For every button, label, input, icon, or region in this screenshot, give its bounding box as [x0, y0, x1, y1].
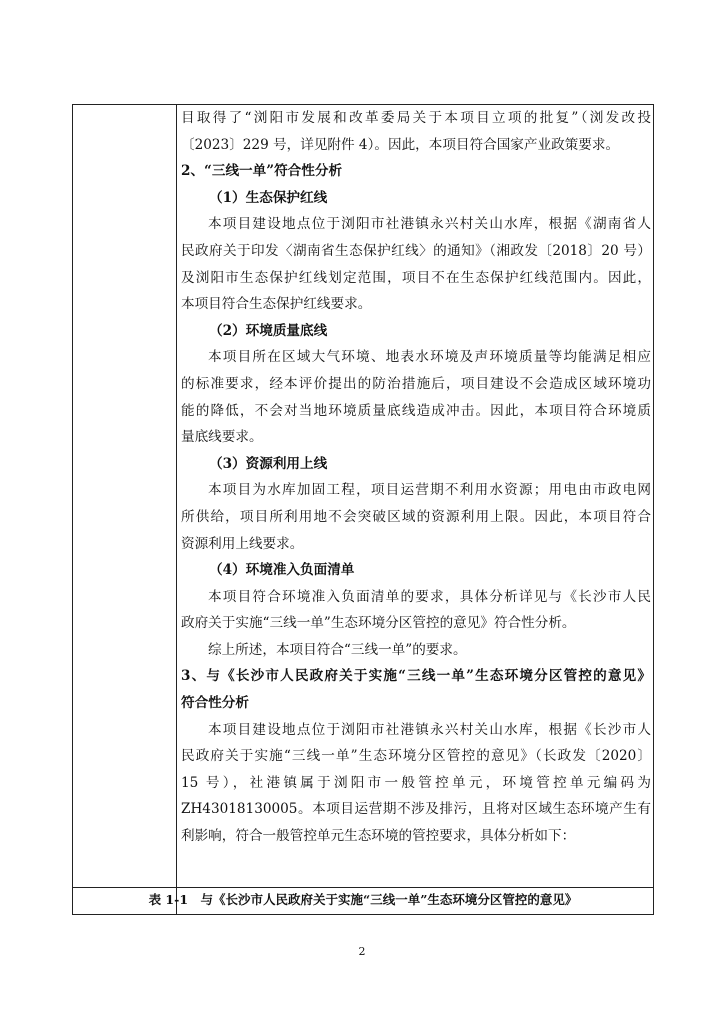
paragraph-line: 能的降低，不会对当地环境质量底线造成冲击。因此，本项目符合环境质 [181, 402, 651, 419]
paragraph-line: 本项目为水库加固工程，项目运营期不利用水资源；用电由市政电网 [208, 482, 651, 499]
table-left-column [73, 105, 177, 914]
paragraph-line: 所供给，项目所利用地不会突破区域的资源利用上限。因此，本项目符合 [181, 508, 651, 525]
text-line: 目取得了“浏阳市发展和改革委局关于本项目立项的批复”（浏发改投 [181, 110, 651, 126]
subsection-heading: （4）环境准入负面清单 [209, 562, 355, 579]
paragraph-line: 本项目符合生态保护红线要求。 [181, 296, 372, 313]
table-right-column [181, 105, 651, 850]
section-heading: 2、“三线一单”符合性分析 [181, 163, 343, 180]
paragraph-line: 政府关于实施“三线一单”生态环境分区管控的意见》符合性分析。 [181, 615, 576, 632]
paragraph-line: 利影响，符合一般管控单元生态环境的管控要求，具体分析如下： [181, 828, 576, 845]
section-heading: 符合性分析 [181, 695, 249, 712]
text-line: 〔2023〕229 号，详见附件 4）。因此，本项目符合国家产业政策要求。 [181, 136, 620, 153]
paragraph-line: 及浏阳市生态保护红线划定范围，项目不在生态保护红线范围内。因此， [181, 269, 651, 286]
paragraph-line: 民政府关于印发〈湖南省生态保护红线〉的通知》（湘政发〔2018〕20 号） [181, 242, 651, 259]
paragraph-line: 综上所述，本项目符合“三线一单”的要求。 [208, 641, 467, 658]
subsection-heading: （2）环境质量底线 [209, 322, 328, 339]
paragraph-line: 15 号），社港镇属于浏阳市一般管控单元，环境管控单元编码为 [181, 774, 651, 791]
subsection-heading: （1）生态保护红线 [209, 189, 328, 206]
page-number: 2 [358, 945, 366, 958]
paragraph-line: 本项目所在区域大气环境、地表水环境及声环境质量等均能满足相应 [208, 349, 651, 366]
content-table [72, 104, 654, 915]
paragraph-line: 本项目建设地点位于浏阳市社港镇永兴村关山水库，根据《湖南省人 [208, 216, 651, 233]
subsection-heading: （3）资源利用上线 [209, 455, 328, 472]
paragraph-line: 资源利用上线要求。 [181, 535, 304, 552]
paragraph-line: ZH43018130005。本项目运营期不涉及排污，且将对区域生态环境产生有 [181, 801, 651, 818]
section-heading: 3、与《长沙市人民政府关于实施“三线一单”生态环境分区管控的意见》 [181, 668, 651, 685]
table-caption: 表 1-1 与《长沙市人民政府关于实施“三线一单”生态环境分区管控的意见》 [73, 887, 653, 914]
paragraph-line: 本项目建设地点位于浏阳市社港镇永兴村关山水库，根据《长沙市人 [208, 721, 651, 738]
paragraph-line: 的标准要求，经本评价提出的防治措施后，项目建设不会造成区域环境功 [181, 375, 651, 392]
paragraph-line: 民政府关于实施“三线一单”生态环境分区管控的意见》（长政发〔2020〕 [181, 748, 651, 765]
paragraph-line: 量底线要求。 [181, 429, 263, 446]
paragraph-line: 本项目符合环境准入负面清单的要求，具体分析详见与《长沙市人民 [208, 588, 651, 605]
